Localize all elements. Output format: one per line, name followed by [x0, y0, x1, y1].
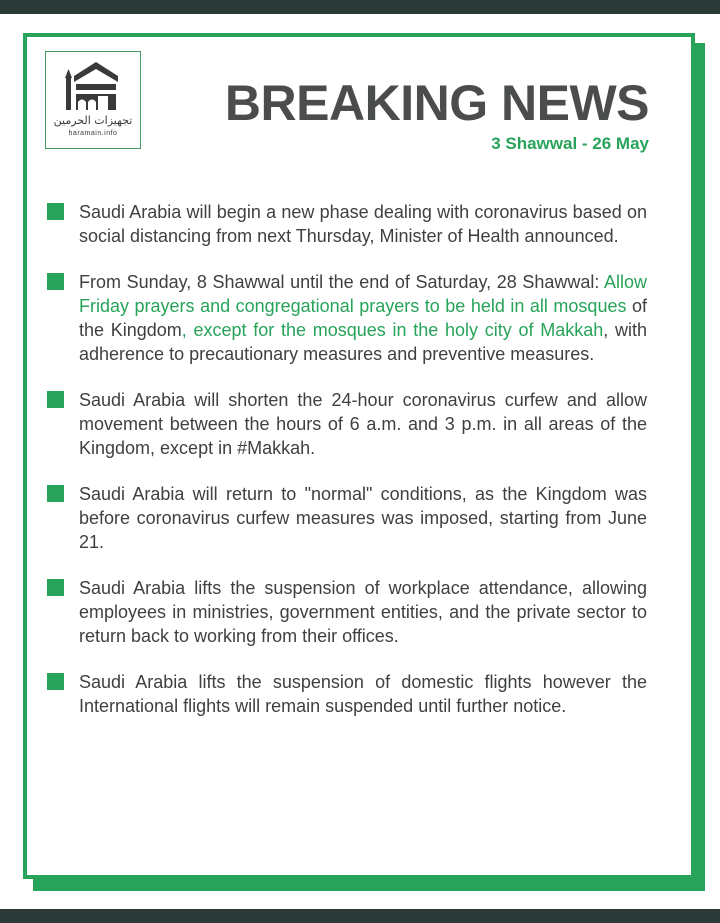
- item-highlight: Allow Friday prayers and congregational prayers to be held in all mosques: [79, 272, 647, 316]
- item-text: Saudi Arabia lifts the suspension of workplace attendance, allowing employees in ministries, government entities, and the private sector to return back to working from their offices.: [79, 578, 647, 646]
- list-item: [47, 200, 647, 248]
- item-text: Saudi Arabia will shorten the 24-hour coronavirus curfew and allow movement between the hours of 6 a.m. and 3 p.m. in all areas of the Kingdom, except in #Makkah.: [79, 390, 647, 458]
- bullet-square-icon: [47, 579, 64, 596]
- item-text-part: From Sunday, 8 Shawwal until the end of Saturday, 28 Shawwal:: [79, 272, 604, 292]
- news-card: [23, 33, 695, 879]
- logo-arabic-text: تجهيزات الحرمين: [53, 114, 133, 127]
- bullet-square-icon: [47, 673, 64, 690]
- haramain-logo: [45, 51, 141, 149]
- news-date: 3 Shawwal - 26 May: [491, 134, 649, 153]
- bottom-bar: [0, 909, 720, 923]
- bullet-square-icon: [47, 391, 64, 408]
- page-title: BREAKING NEWS: [224, 75, 649, 131]
- item-text: [79, 270, 647, 366]
- bullet-square-icon: [47, 485, 64, 502]
- top-bar: [0, 0, 720, 14]
- item-text: Saudi Arabia lifts the suspension of domestic flights however the International flights will remain suspended until further notice.: [79, 672, 647, 716]
- item-text: Saudi Arabia will return to "normal" conditions, as the Kingdom was before coronavirus curfew measures was imposed, starting from June 21.: [79, 484, 647, 552]
- item-text-part: of the Kingdom: [79, 296, 647, 340]
- list-item: [47, 388, 647, 460]
- list-item: [47, 482, 647, 554]
- list-item: [47, 576, 647, 648]
- item-text: Saudi Arabia will begin a new phase dealing with coronavirus based on social distancing from next Thursday, Minister of Health announced.: [79, 202, 647, 246]
- bullet-square-icon: [47, 273, 64, 290]
- list-item: [47, 670, 647, 718]
- bullet-square-icon: [47, 203, 64, 220]
- news-list: [47, 200, 647, 740]
- item-highlight: , except for the mosques in the holy city of Makkah: [181, 320, 604, 340]
- item-text-part: , with adherence to precautionary measures and preventive measures.: [79, 320, 647, 364]
- logo-url-text: haramain.info: [68, 130, 118, 137]
- list-item: [47, 270, 647, 366]
